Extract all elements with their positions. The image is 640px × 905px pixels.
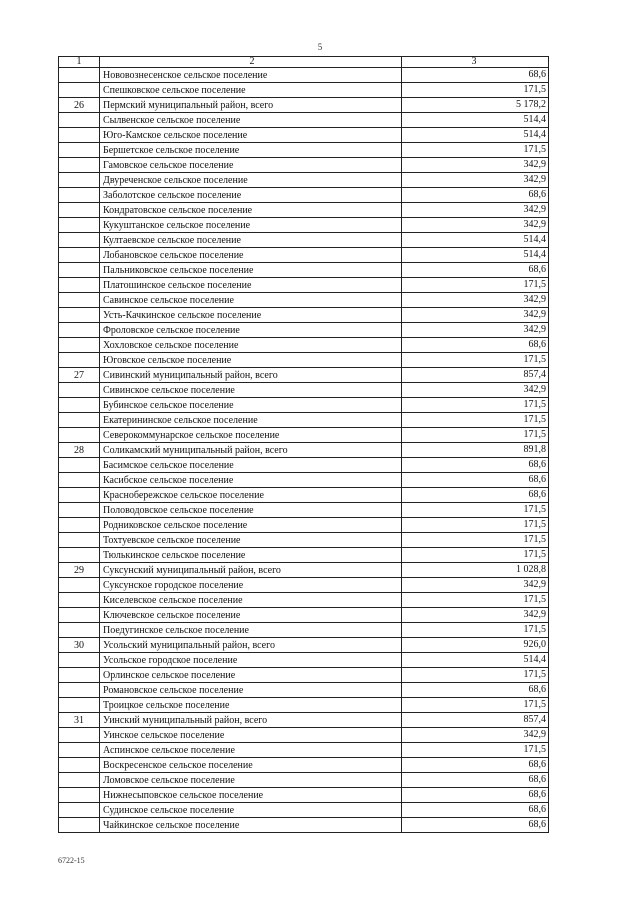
settlement-name-cell: Тохтуевское сельское поселение	[100, 533, 402, 548]
row-number-cell	[59, 593, 100, 608]
table-row	[59, 188, 549, 203]
row-number-cell	[59, 473, 100, 488]
table-row	[59, 488, 549, 503]
table-row	[59, 323, 549, 338]
row-number-cell	[59, 788, 100, 803]
amount-cell: 171,5	[402, 428, 549, 443]
amount-cell: 857,4	[402, 368, 549, 383]
row-number-cell	[59, 698, 100, 713]
row-number-cell	[59, 653, 100, 668]
settlement-name-cell: Суксунский муниципальный район, всего	[100, 563, 402, 578]
settlement-name-cell: Чайкинское сельское поселение	[100, 818, 402, 833]
table-row	[59, 728, 549, 743]
table-row	[59, 818, 549, 833]
table-row	[59, 158, 549, 173]
row-number-cell	[59, 533, 100, 548]
table-row	[59, 758, 549, 773]
settlement-name-cell: Пермский муниципальный район, всего	[100, 98, 402, 113]
row-number-cell	[59, 803, 100, 818]
settlement-name-cell: Ломовское сельское поселение	[100, 773, 402, 788]
settlement-name-cell: Гамовское сельское поселение	[100, 158, 402, 173]
table-row	[59, 608, 549, 623]
settlement-name-cell: Кондратовское сельское поселение	[100, 203, 402, 218]
table-body	[59, 68, 549, 833]
amount-cell: 68,6	[402, 773, 549, 788]
row-number-cell	[59, 173, 100, 188]
table-row	[59, 458, 549, 473]
row-number-cell: 29	[59, 563, 100, 578]
row-number-cell	[59, 398, 100, 413]
table-header-row	[59, 57, 549, 68]
settlement-name-cell: Родниковское сельское поселение	[100, 518, 402, 533]
amount-cell: 171,5	[402, 503, 549, 518]
amount-cell: 171,5	[402, 623, 549, 638]
settlement-name-cell: Судинское сельское поселение	[100, 803, 402, 818]
table-row	[59, 713, 549, 728]
settlement-name-cell: Воскресенское сельское поселение	[100, 758, 402, 773]
allocation-table	[58, 56, 549, 833]
amount-cell: 342,9	[402, 578, 549, 593]
amount-cell: 514,4	[402, 113, 549, 128]
table-row	[59, 218, 549, 233]
settlement-name-cell: Платошинское сельское поселение	[100, 278, 402, 293]
row-number-cell	[59, 128, 100, 143]
table-row	[59, 353, 549, 368]
table-row	[59, 743, 549, 758]
settlement-name-cell: Касибское сельское поселение	[100, 473, 402, 488]
amount-cell: 1 028,8	[402, 563, 549, 578]
table-row	[59, 173, 549, 188]
settlement-name-cell: Усольское городское поселение	[100, 653, 402, 668]
table-row	[59, 143, 549, 158]
row-number-cell	[59, 188, 100, 203]
row-number-cell: 27	[59, 368, 100, 383]
row-number-cell	[59, 218, 100, 233]
row-number-cell	[59, 548, 100, 563]
table-row	[59, 593, 549, 608]
table-row	[59, 698, 549, 713]
table-row	[59, 638, 549, 653]
amount-cell: 68,6	[402, 683, 549, 698]
amount-cell: 68,6	[402, 488, 549, 503]
amount-cell: 891,8	[402, 443, 549, 458]
settlement-name-cell: Кукуштанское сельское поселение	[100, 218, 402, 233]
settlement-name-cell: Соликамский муниципальный район, всего	[100, 443, 402, 458]
column-header-2: 2	[100, 57, 402, 68]
settlement-name-cell: Половодовское сельское поселение	[100, 503, 402, 518]
row-number-cell	[59, 233, 100, 248]
amount-cell: 514,4	[402, 233, 549, 248]
table-row	[59, 428, 549, 443]
table-row	[59, 83, 549, 98]
row-number-cell	[59, 158, 100, 173]
amount-cell: 171,5	[402, 83, 549, 98]
table-row	[59, 533, 549, 548]
table-row	[59, 263, 549, 278]
amount-cell: 171,5	[402, 548, 549, 563]
amount-cell: 514,4	[402, 128, 549, 143]
row-number-cell	[59, 428, 100, 443]
settlement-name-cell: Екатерининское сельское поселение	[100, 413, 402, 428]
document-code: 6722-15	[58, 856, 85, 865]
settlement-name-cell: Орлинское сельское поселение	[100, 668, 402, 683]
settlement-name-cell: Фроловское сельское поселение	[100, 323, 402, 338]
settlement-name-cell: Заболотское сельское поселение	[100, 188, 402, 203]
amount-cell: 68,6	[402, 188, 549, 203]
row-number-cell	[59, 458, 100, 473]
amount-cell: 342,9	[402, 608, 549, 623]
settlement-name-cell: Спешковское сельское поселение	[100, 83, 402, 98]
row-number-cell	[59, 818, 100, 833]
amount-cell: 342,9	[402, 728, 549, 743]
amount-cell: 926,0	[402, 638, 549, 653]
amount-cell: 68,6	[402, 473, 549, 488]
settlement-name-cell: Усольский муниципальный район, всего	[100, 638, 402, 653]
settlement-name-cell: Юговское сельское поселение	[100, 353, 402, 368]
table-row	[59, 338, 549, 353]
row-number-cell	[59, 668, 100, 683]
row-number-cell	[59, 143, 100, 158]
table-row	[59, 548, 549, 563]
row-number-cell	[59, 263, 100, 278]
row-number-cell	[59, 773, 100, 788]
settlement-name-cell: Пальниковское сельское поселение	[100, 263, 402, 278]
table-row	[59, 683, 549, 698]
table-row	[59, 578, 549, 593]
settlement-name-cell: Бершетское сельское поселение	[100, 143, 402, 158]
amount-cell: 342,9	[402, 218, 549, 233]
row-number-cell	[59, 743, 100, 758]
settlement-name-cell: Лобановское сельское поселение	[100, 248, 402, 263]
row-number-cell: 30	[59, 638, 100, 653]
settlement-name-cell: Басимское сельское поселение	[100, 458, 402, 473]
settlement-name-cell: Юго-Камское сельское поселение	[100, 128, 402, 143]
row-number-cell	[59, 518, 100, 533]
table-row	[59, 233, 549, 248]
amount-cell: 857,4	[402, 713, 549, 728]
column-header-1: 1	[59, 57, 100, 68]
amount-cell: 342,9	[402, 203, 549, 218]
row-number-cell	[59, 293, 100, 308]
row-number-cell: 31	[59, 713, 100, 728]
row-number-cell	[59, 83, 100, 98]
amount-cell: 68,6	[402, 338, 549, 353]
amount-cell: 68,6	[402, 458, 549, 473]
row-number-cell	[59, 608, 100, 623]
amount-cell: 68,6	[402, 758, 549, 773]
amount-cell: 171,5	[402, 743, 549, 758]
settlement-name-cell: Тюлькинское сельское поселение	[100, 548, 402, 563]
settlement-name-cell: Сылвенское сельское поселение	[100, 113, 402, 128]
row-number-cell	[59, 203, 100, 218]
row-number-cell	[59, 623, 100, 638]
amount-cell: 5 178,2	[402, 98, 549, 113]
table-row	[59, 293, 549, 308]
row-number-cell	[59, 308, 100, 323]
amount-cell: 171,5	[402, 278, 549, 293]
settlement-name-cell: Бубинское сельское поселение	[100, 398, 402, 413]
table-row	[59, 803, 549, 818]
table-row	[59, 203, 549, 218]
row-number-cell	[59, 758, 100, 773]
table-row	[59, 503, 549, 518]
table-row	[59, 653, 549, 668]
amount-cell: 68,6	[402, 68, 549, 83]
table-row	[59, 98, 549, 113]
row-number-cell	[59, 413, 100, 428]
amount-cell: 68,6	[402, 818, 549, 833]
table-row	[59, 473, 549, 488]
settlement-name-cell: Нововознесенское сельское поселение	[100, 68, 402, 83]
settlement-name-cell: Северокоммунарское сельское поселение	[100, 428, 402, 443]
settlement-name-cell: Уинское сельское поселение	[100, 728, 402, 743]
row-number-cell	[59, 68, 100, 83]
settlement-name-cell: Поедугинское сельское поселение	[100, 623, 402, 638]
table-row	[59, 773, 549, 788]
row-number-cell	[59, 248, 100, 263]
row-number-cell	[59, 353, 100, 368]
table-row	[59, 278, 549, 293]
amount-cell: 171,5	[402, 413, 549, 428]
row-number-cell	[59, 578, 100, 593]
row-number-cell	[59, 488, 100, 503]
table-row	[59, 668, 549, 683]
table-row	[59, 113, 549, 128]
row-number-cell	[59, 683, 100, 698]
table-row	[59, 563, 549, 578]
amount-cell: 171,5	[402, 143, 549, 158]
settlement-name-cell: Двуреченское сельское поселение	[100, 173, 402, 188]
amount-cell: 171,5	[402, 593, 549, 608]
settlement-name-cell: Нижнесыповское сельское поселение	[100, 788, 402, 803]
amount-cell: 514,4	[402, 248, 549, 263]
column-header-3: 3	[402, 57, 549, 68]
page-number: 5	[317, 42, 323, 52]
amount-cell: 514,4	[402, 653, 549, 668]
amount-cell: 342,9	[402, 308, 549, 323]
table-row	[59, 443, 549, 458]
row-number-cell	[59, 383, 100, 398]
row-number-cell	[59, 113, 100, 128]
amount-cell: 342,9	[402, 383, 549, 398]
amount-cell: 68,6	[402, 788, 549, 803]
settlement-name-cell: Култаевское сельское поселение	[100, 233, 402, 248]
settlement-name-cell: Троицкое сельское поселение	[100, 698, 402, 713]
table-row	[59, 128, 549, 143]
table-row	[59, 368, 549, 383]
table-row	[59, 518, 549, 533]
amount-cell: 342,9	[402, 293, 549, 308]
amount-cell: 171,5	[402, 668, 549, 683]
table-row	[59, 383, 549, 398]
table-row	[59, 308, 549, 323]
row-number-cell	[59, 503, 100, 518]
settlement-name-cell: Романовское сельское поселение	[100, 683, 402, 698]
settlement-name-cell: Усть-Качкинское сельское поселение	[100, 308, 402, 323]
table-row	[59, 248, 549, 263]
amount-cell: 171,5	[402, 398, 549, 413]
row-number-cell	[59, 323, 100, 338]
amount-cell: 68,6	[402, 803, 549, 818]
table-row	[59, 398, 549, 413]
amount-cell: 68,6	[402, 263, 549, 278]
amount-cell: 171,5	[402, 698, 549, 713]
settlement-name-cell: Сивинское сельское поселение	[100, 383, 402, 398]
amount-cell: 171,5	[402, 353, 549, 368]
settlement-name-cell: Суксунское городское поселение	[100, 578, 402, 593]
settlement-name-cell: Ключевское сельское поселение	[100, 608, 402, 623]
settlement-name-cell: Краснобережское сельское поселение	[100, 488, 402, 503]
row-number-cell	[59, 338, 100, 353]
amount-cell: 342,9	[402, 323, 549, 338]
settlement-name-cell: Уинский муниципальный район, всего	[100, 713, 402, 728]
amount-cell: 342,9	[402, 158, 549, 173]
row-number-cell	[59, 278, 100, 293]
settlement-name-cell: Хохловское сельское поселение	[100, 338, 402, 353]
table-row	[59, 788, 549, 803]
amount-cell: 171,5	[402, 533, 549, 548]
amount-cell: 342,9	[402, 173, 549, 188]
row-number-cell: 26	[59, 98, 100, 113]
amount-cell: 171,5	[402, 518, 549, 533]
settlement-name-cell: Сивинский муниципальный район, всего	[100, 368, 402, 383]
table-row	[59, 68, 549, 83]
settlement-name-cell: Киселевское сельское поселение	[100, 593, 402, 608]
settlement-name-cell: Савинское сельское поселение	[100, 293, 402, 308]
settlement-name-cell: Аспинское сельское поселение	[100, 743, 402, 758]
table-row	[59, 623, 549, 638]
row-number-cell	[59, 728, 100, 743]
row-number-cell: 28	[59, 443, 100, 458]
table-row	[59, 413, 549, 428]
